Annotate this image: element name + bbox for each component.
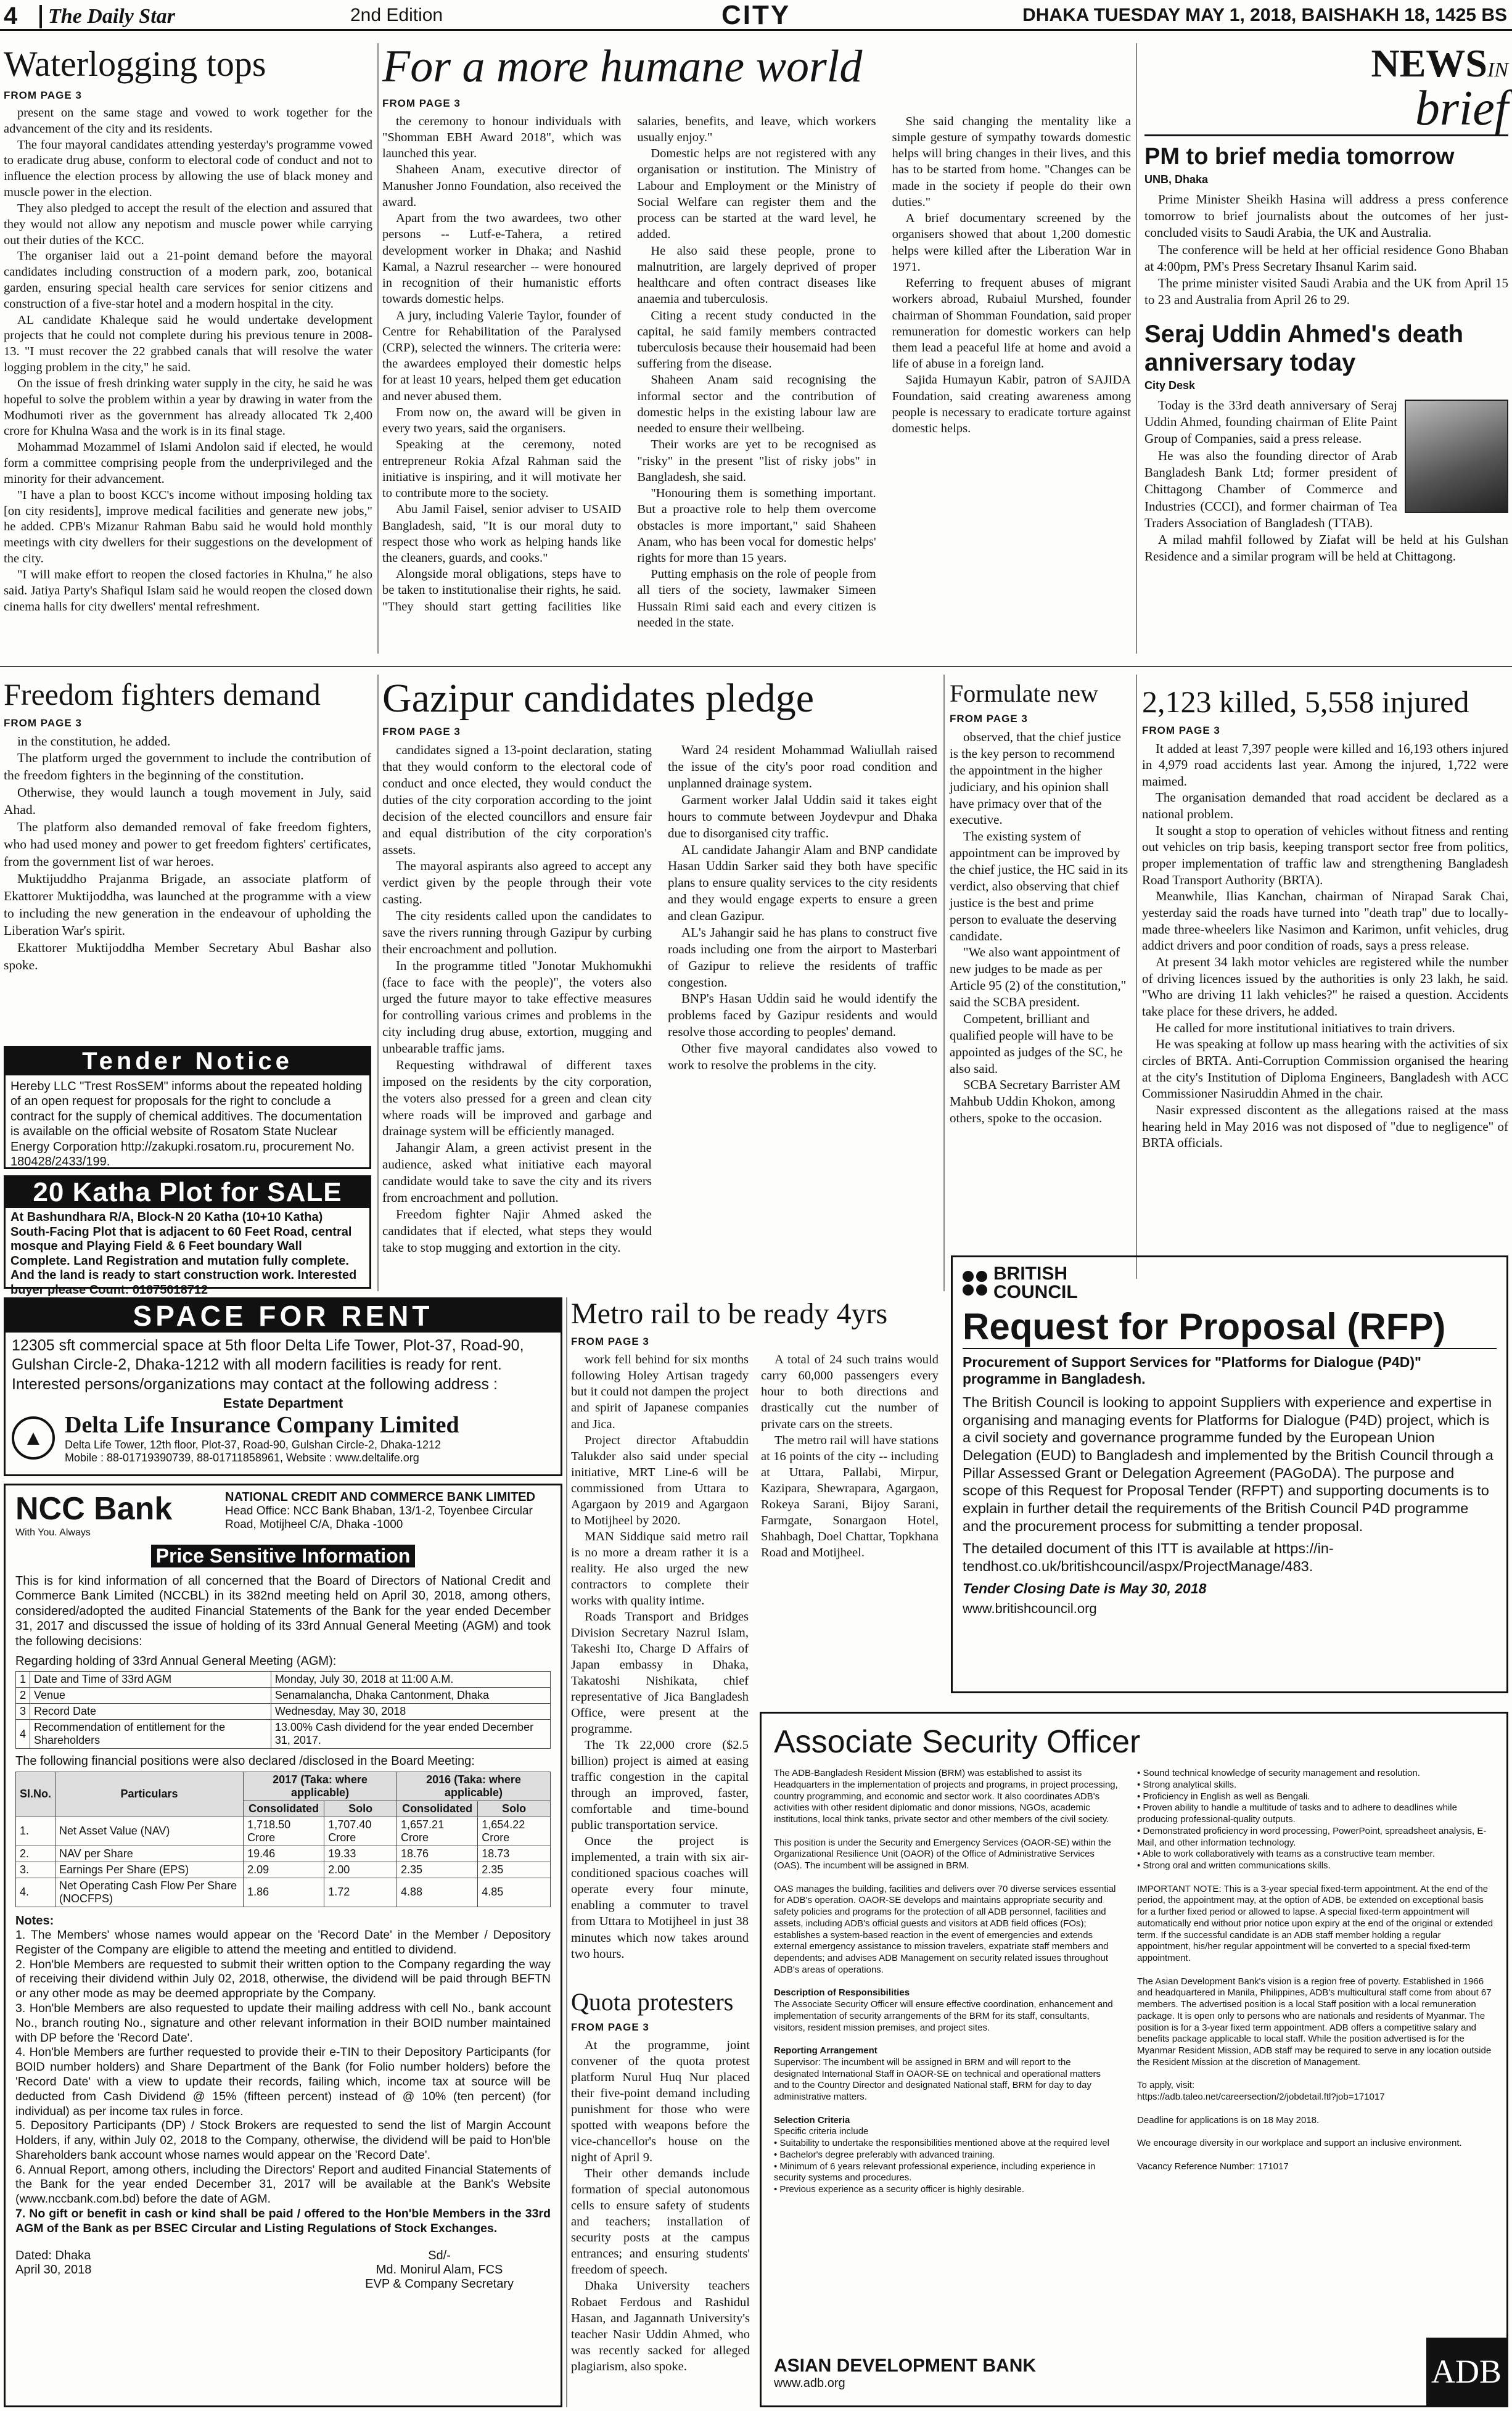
column-rule: [1136, 675, 1137, 1279]
table-header: [16, 1772, 551, 1801]
adb-para: This position is under the Security and Emergency Services (OAOR-SE) within the Organizational Resilience Unit (OAOR) of the Office of Administrative Services (OAS). The incumbent will be assigned in BRM.: [774, 1837, 1111, 1871]
dateline: DHAKA TUESDAY MAY 1, 2018, BAISHAKH 18, 1425 BS: [1022, 5, 1507, 25]
paragraph: On the issue of fresh drinking water supply in the city, he said he was hopeful to solve the problem within a year by drawing in water from the Modhumoti river as the government has already allocated Tk 2,400 crore for Khulna Wasa and the work is in its final stage.: [4, 376, 372, 438]
header-cell: 2016 (Taka: where applicable): [397, 1772, 551, 1801]
paragraph: Nasir expressed discontent as the allegations raised at the mass hearing held in May 2016 was not disposed of "due to negligence" of BRTA officials.: [1142, 1102, 1508, 1151]
paragraph: Their works are yet to be recognised as "risky" in the present "list of risky jobs" in Bangladesh, she said.: [637, 438, 876, 484]
rent-line: Interested persons/organizations may contact at the following address :: [12, 1376, 498, 1393]
adb-para: OAS manages the building, facilities and delivers over 70 diverse services essential for ADB's operation. OAOR-SE develops and maintains appropriate security and safety policies and programs for the protection of all ADB personnel, facilities and assets, including ADB's official guests and visitors at ADB field offices (FOs); establishes a system-based reaction in the event of emergencies and extends external emergency assistance to mission travelers, expatriate staff members and dependents; and advises ADB Management on security related issues throughout ADB's areas of operations.: [774, 1883, 1116, 1975]
paragraph: At the programme, joint convener of the quota protest platform Nurul Huq Nur placed their five-point demand including punishment for those who were spotted with weapons before the vice-chancellor's house on the night of April 9.: [571, 2039, 750, 2165]
note: 1. The Members' whose names would appear on the 'Record Date' in the Member / Depository Register of the Company are eligible to attend the meeting and entitled to dividend.: [15, 1928, 551, 1957]
paragraph: Alongside moral obligations, steps have to be taken to institutionalise their rights, he said. "They should start getting facilities like salaries, benefits, and leave, which workers usually enjoy.": [382, 114, 876, 614]
adb-bullet: • Previous experience as a security officer is highly desirable.: [774, 2184, 1025, 2195]
adb-bullet: • Demonstrated proficiency in word processing, PowerPoint, spreadsheet analysis, E-Mail, and other information technology.: [1137, 1825, 1487, 1848]
ad-text: Hereby LLC "Trest RosSEM" informs about the repeated holding of an open request for proposals for the right to conclude a contract for the supply of chemical additives. The documentation is available on the official website of Rosatom State Nuclear Energy Corporation http://zakupki.rosatom.ru, procurement No. 180428/2433/199.: [10, 1080, 363, 1169]
paragraph: SCBA Secretary Barrister AM Mahbub Uddin Khokon, among others, spoke to the occasion.: [950, 1077, 1120, 1126]
ncc-signature: [15, 2249, 551, 2291]
article-body: [571, 2037, 750, 2375]
byline: FROM PAGE 3: [1142, 724, 1220, 736]
news-in-brief: [1144, 41, 1508, 657]
paragraph: "I will make effort to reopen the closed factories in Khulna," he also said. Jatiya Party's Shafiqul Islam said he would reopen the closed down cinema halls for city dwellers' mental refreshment.: [4, 567, 372, 614]
ncc-bank-name: NATIONAL CREDIT AND COMMERCE BANK LIMITED: [225, 1490, 535, 1504]
paragraph: Domestic helps are not registered with any organisation or institution. The Ministry of Labour and Employment or the Ministry of Social Welfare can register them and the process can be started at the ward level, he added.: [637, 147, 876, 242]
adb-right-column: [1137, 1768, 1494, 2196]
signer-role: EVP & Company Secretary: [365, 2277, 514, 2291]
byline: FROM PAGE 3: [4, 89, 82, 101]
cell: 3: [16, 1704, 30, 1720]
adb-para: IMPORTANT NOTE: This is a 3-year special fixed-term appointment. At the end of the period, the appointment may, at the option of ADB, be extended on exceptional basis for a further fixed period or allowed to lapse. A special fixed-term appointment will automatically end without prior notice upon expiry at the end of the original or extended term. If the successful candidate is an ADB staff member holding a regular appointment, his/her regular appointment will be converted to a special fixed-term appointment.: [1137, 1883, 1494, 1963]
adb-para: The ADB-Bangladesh Resident Mission (BRM) was established to assist its Headquarters in the implementation of projects and programs, in project processing, country programming, and economic and sector work. It also coordinates ADB's activities with other resident diplomatic and donor missions, NGOs, academic institutions, local think tanks, private sector and other members of the civil society.: [774, 1768, 1118, 1825]
column-rule: [943, 675, 945, 1291]
brief-title: Seraj Uddin Ahmed's death anniversary today: [1144, 320, 1464, 376]
paragraph: Requesting withdrawal of different taxes imposed on the residents by the city corporation, the voters also pressed for a green and clean city where roads will be improved and garbage and drainage system will be efficiently managed.: [382, 1057, 652, 1139]
cell: NAV per Share: [55, 1846, 244, 1862]
note: 6. Annual Report, among others, including the Directors' Report and audited Financial Statements of the Bank for the year ended December 31, 2017 will be available at the Bank's Website (www.nccbank.com.bd) before the date of AGM.: [15, 2163, 551, 2206]
paragraph: candidates signed a 13-point declaration, stating that they would conform to the electoral code of conduct and once elected, they would conduct the duties of the city corporation according to the joint decision of the elected councillors and ensure fair and equal distribution of the city corporation's assets.: [382, 742, 652, 857]
paragraph: Dhaka University teachers Robaet Ferdous and Rashidul Hasan, and Jagannath University's teacher Nasir Uddin Ahmed, who was recently sacked for alleged plagiarism, also spoke.: [571, 2279, 750, 2373]
news-in-brief-header: [1144, 41, 1508, 136]
adb-para: Deadline for applications is on 18 May 2018.: [1137, 2114, 1320, 2126]
adb-bullet: • Minimum of 6 years relevant professional experience, including experience in security systems and procedures.: [774, 2161, 1096, 2183]
adb-logo: ADB: [1426, 2338, 1506, 2405]
table-row: [16, 1817, 551, 1846]
headline: Quota protesters: [571, 1988, 734, 2016]
paragraph: Ekattorer Muktijoddha Member Secretary Abul Bashar also spoke.: [4, 940, 371, 972]
agm-table: [15, 1671, 551, 1749]
brief-title: PM to brief media tomorrow: [1144, 144, 1455, 170]
paragraph: Citing a recent study conducted in the capital, he said family members contracted tuberculosis because their housemaid had been suffering from the disease.: [637, 308, 876, 371]
paragraph: He was speaking at follow up mass hearing with the activities of six circles of BRTA. Anti-Corruption Commission organised the hearing at the city's Institution of Diploma Engineers, Bangladesh with ACC Commissioner Nasiruddin Ahmed in the chair.: [1142, 1037, 1508, 1101]
article-body: [382, 113, 1131, 638]
rfp-subtitle: Procurement of Support Services for "Platforms for Dialogue (P4D)" programme in Bangladesh.: [963, 1354, 1421, 1387]
cell: 1.72: [324, 1878, 397, 1907]
article-body: [4, 733, 371, 974]
paragraph: The mayoral aspirants also agreed to accept any verdict given by the people through their vote casting.: [382, 858, 652, 907]
cell: 1,707.40 Crore: [324, 1817, 397, 1846]
cell: 1.86: [244, 1878, 324, 1907]
paragraph: A total of 24 such trains would carry 60,000 passengers every hour to both directions and drastically cut the number of private cars on the streets.: [761, 1353, 939, 1431]
paragraph: Abu Jamil Faisel, senior adviser to USAID Bangladesh, said, "It is our moral duty to respect those who work as helping hands like the cleaners, guards, and cooks.": [382, 503, 622, 565]
rfp-itt: The detailed document of this ITT is available at https://in-tendhost.co.uk/britishcouncil/aspx/ProjectManage/483.: [963, 1540, 1334, 1574]
cell: 18.76: [397, 1846, 478, 1862]
paragraph: The prime minister visited Saudi Arabia and the UK from April 15 to 23 and Australia from April 26 to 29.: [1144, 276, 1508, 308]
cell: 2.: [16, 1846, 55, 1862]
paragraph: At present 34 lakh motor vehicles are registered while the number of driving licences issued by the authorities is only 23 lakh, he said. "Who are driving 11 lakh vehicles?" he raised a question. Accidents take place for these drivers, he added.: [1142, 955, 1508, 1019]
table-row: [16, 1672, 551, 1688]
article-waterlogging: [4, 46, 372, 650]
paragraph: AL candidate Khaleque said he would undertake development projects that he could not complete during his previous tenure in 2008-13. "I must recover the 22 grabbed canals that will resolve the water logging problem in the city," he said.: [4, 313, 372, 375]
paragraph: In the programme titled "Jonotar Mukhomukhi (face to face with the people)", the voters also urged the future mayor to take effective measures for controlling various crimes and problems in the city including drug abuse, extortion, mugging and unbearable traffic jams.: [382, 958, 652, 1056]
rfp-title: Request for Proposal (RFP): [963, 1305, 1497, 1349]
bc-logo-text: BRITISH COUNCIL: [993, 1263, 1078, 1302]
rfp-body: The British Council is looking to appoint Suppliers with experience and expertise in organising and managing events for Platforms for Dialogue (P4D) project, which is a civil society and governance programme funded by the European Union Delegation (EUD) to Bangladesh and implemented by the British Council through a Pillar Assessed Grant or Delegation Agreement (PAGoDA). The purpose and scope of this Request for Proposal Tender (RFPT) and supporting documents is to explain in further detail the requirements of the British Council P4D programme and the procurement process for submitting a tender proposal.: [963, 1394, 1494, 1534]
article-body: [950, 729, 1130, 1127]
edition: 2nd Edition: [350, 5, 443, 25]
paragraph: Roads Transport and Bridges Division Secretary Nazrul Islam, Takeshi Ito, Charge D Affairs of Japan embassy in Dhaka, Takatoshi Nishikata, chief representative of Jica Bangladesh Office, were present at the programme.: [571, 1609, 749, 1736]
cell: 1,718.50 Crore: [244, 1817, 324, 1846]
paragraph: Sajida Humayun Kabir, patron of SAJIDA Foundation, said creating awareness among people is necessary to eradicate torture against domestic helps.: [892, 373, 1131, 436]
note: 5. Depository Participants (DP) / Stock Brokers are requested to send the list of Margin Account Holders, if any, within July 02, 2018 to the Company, otherwise, the dividend will be paid to Hon'ble Shareholders bank account whose names would appear on the 'Record Date'.: [15, 2119, 551, 2162]
paragraph: Apart from the two awardees, two other persons -- Lutf-e-Tahera, a retired development worker in Dhaka; and Nashid Kamal, a Nazrul researcher -- were honoured in recognition of their humanistic efforts towards domestic helps.: [382, 212, 622, 306]
plot-sale-ad: [4, 1175, 371, 1297]
cell: Senamalancha, Dhaka Cantonment, Dhaka: [271, 1688, 550, 1704]
paragraph: Project director Aftabuddin Talukder also said under special initiative, MRT Line-6 will be commissioned from Uttara to Agargaon by 2019 and Agargaon to Motijheel by 2020.: [571, 1433, 749, 1527]
table-row: [16, 1688, 551, 1704]
article-quota-protesters: [571, 1989, 750, 2407]
adb-footer-name: ASIAN DEVELOPMENT BANK: [774, 2356, 1037, 2376]
cell: Recommendation of entitlement for the Shareholders: [30, 1720, 271, 1749]
rfp-closing: Tender Closing Date is May 30, 2018: [963, 1580, 1207, 1596]
cell: 18.73: [478, 1846, 551, 1862]
cell: 2.09: [244, 1862, 324, 1878]
header-cell: Sl.No.: [16, 1772, 55, 1817]
byline: FROM PAGE 3: [382, 726, 461, 738]
headline: Metro rail to be ready 4yrs: [571, 1297, 888, 1330]
brief-desk: UNB, Dhaka: [1144, 173, 1209, 186]
cell: Wednesday, May 30, 2018: [271, 1704, 550, 1720]
header-cell: Consolidated: [397, 1801, 478, 1817]
cell: 1: [16, 1672, 30, 1688]
column-rule: [566, 1297, 567, 2407]
ncc-office: Head Office: NCC Bank Bhaban, 13/1-2, Toyenbee Circular Road, Motijheel C/A, Dhaka -1000: [225, 1505, 533, 1531]
british-council-rfp-ad: [951, 1255, 1508, 1693]
news-word: NEWS: [1371, 41, 1487, 85]
adb-para: The Asian Development Bank's vision is a region free of poverty. Established in 1966 and headquartered in Manila, Philippines, ADB's multicultural staff come from about 67 members. The advertised position is a local Staff position with a local remuneration package. It is open only to persons who are nationals and residents of Myanmar. The position is for a 3-year fixed term appointment. ADB offers a competitive salary and benefits package applicable to local staff. While the position advertised is for the Myanmar Resident Mission, ADB staff may be required to serve in any location outside the Resident Mission at the discretion of Management.: [1137, 1976, 1492, 2068]
paragraph: Competent, brilliant and qualified people will have to be appointed as judges of the SC, he also said.: [950, 1011, 1123, 1076]
header-cell: Solo: [478, 1801, 551, 1817]
cell: 3.: [16, 1862, 55, 1878]
signer: Md. Monirul Alam, FCS: [376, 2262, 503, 2277]
paragraph: present on the same stage and vowed to work together for the advancement of the city and its residents.: [4, 105, 372, 136]
cell: 4.85: [478, 1878, 551, 1907]
ncc-intro: This is for kind information of all concerned that the Board of Directors of National Credit and Commerce Bank Limited (NCCBL) in its 382nd meeting held on April 30, 2018, among others, considered/adopted the audited Financial Statements of the Bank for the year ended December 31, 2017 and discussed the issue of holding of its 33rd Annual General Meeting (AGM) and took the following decisions:: [15, 1574, 551, 1648]
table-row: [16, 1846, 551, 1862]
adb-title: Associate Security Officer: [774, 1724, 1141, 1760]
paragraph: the ceremony to honour individuals with "Shomman EBH Award 2018", which was launched this year.: [382, 114, 622, 161]
article-humane-world: [382, 43, 1131, 654]
note: 7. No gift or benefit in cash or kind shall be paid / offered to the Hon'ble Members in the 33rd AGM of the Bank as per BSEC Circular and Listing Regulations of Stock Exchanges.: [15, 2206, 551, 2235]
header-cell: Consolidated: [244, 1801, 324, 1817]
ad-title: 20 Katha Plot for SALE: [6, 1177, 369, 1208]
adb-left-column: [774, 1768, 1119, 2196]
cell: Record Date: [30, 1704, 271, 1720]
headline: Formulate new: [950, 680, 1099, 707]
table-row: [16, 1704, 551, 1720]
paragraph: Their other demands include formation of special autonomous cells to ensure safety of students and teachers; installation of security posts at the campus entrances; and ensuring students' freedom of speech.: [571, 2167, 750, 2277]
table-row: [16, 1720, 551, 1749]
paragraph: Putting emphasis on the role of people from all tiers of the society, lawmaker Simeen Hussain Rimi said each and every citizen is needed in the state.: [637, 567, 876, 630]
headline: For a more humane world: [382, 41, 863, 92]
delta-life-logo-icon: ▲: [12, 1416, 55, 1460]
article-gazipur: [382, 677, 937, 1294]
paragraph: Other five mayoral candidates also vowed to work to resolve the problems in the city.: [668, 1041, 937, 1072]
cell: 1.: [16, 1817, 55, 1846]
article-body: [382, 742, 937, 1284]
column-rule: [377, 675, 379, 1291]
paragraph: Meanwhile, Ilias Kanchan, chairman of Nirapad Sarak Chai, yesterday said the roads have turned into "death trap" due to locally-made three-wheelers like Nasimon and Karimon, unfit vehicles, drug addict drivers and poor condition of roads, says a press release.: [1142, 889, 1508, 953]
adb-footer: [774, 2356, 1036, 2391]
paragraph: Otherwise, they would launch a tough movement in July, said Ahad.: [4, 785, 371, 818]
cell: 13.00% Cash dividend for the year ended December 31, 2017.: [271, 1720, 550, 1749]
paragraph: The existing system of appointment can be improved by the chief justice, the HC said in its verdict, also observing that chief justice is the best and prime person to evaluate the deserving candidate.: [950, 829, 1128, 943]
paragraph: The metro rail will have stations at 16 points of the city -- including at Uttara, Pallabi, Mirpur, Kazipara, Shewrapara, Agargaon, Rokeya Sarani, Bijoy Sarani, Farmgate, Sonargaon Hotel, Shahbagh, Doel Chattar, Topkhana Road and Motijheel.: [761, 1433, 939, 1559]
note: 2. Hon'ble Members are requested to submit their written option to the Company regarding the way of receiving their dividend within July 02, 2018, otherwise, the dividend will be paid through BEFTN or any other mode as may be deemed appropriate by the Company.: [15, 1957, 551, 2001]
paragraph: The organisation demanded that road accident be declared as a national problem.: [1142, 790, 1508, 822]
header-cell: 2017 (Taka: where applicable): [244, 1772, 397, 1801]
cell: Earnings Per Share (EPS): [55, 1862, 244, 1878]
paragraph: Mohammad Mozammel of Islami Andolon said if elected, he would form a committee comprising people from the underprivileged and the minority for their advancement.: [4, 440, 372, 486]
paragraph: The platform urged the government to include the contribution of the freedom fighters in the beginning of the constitution.: [4, 750, 371, 783]
headline: 2,123 killed, 5,558 injured: [1142, 684, 1469, 719]
paragraph: A jury, including Valerie Taylor, founder of Centre for Rehabilitation of the Paralysed (CRP), selected the winners. The criteria were: the awardees employed their domestic helps for at least 10 years, helped them get education and never abused them.: [382, 308, 622, 403]
paragraph: Shaheen Anam said recognising the informal sector and the contribution of domestic helps in the existing labour law are needed to ensure their wellbeing.: [637, 373, 876, 436]
rent-company: Delta Life Insurance Company Limited: [65, 1411, 459, 1438]
fin-caption: The following financial positions were also declared /disclosed in the Board Meeting:: [15, 1754, 475, 1768]
paragraph: They also pledged to accept the result of the election and assured that they would not allow any nepotism and muscle power while carrying out their duties of the KCC.: [4, 201, 372, 247]
ncc-title: Price Sensitive Information: [151, 1545, 415, 1567]
space-for-rent-ad: [4, 1297, 562, 1476]
adb-bullet: • Sound technical knowledge of security management and resolution.: [1137, 1768, 1420, 1778]
brief-word: brief: [1415, 81, 1508, 136]
paragraph: Today is the 33rd death anniversary of Seraj Uddin Ahmed, founding chairman of Elite Paint Group of Companies, said a press release.: [1144, 397, 1397, 446]
ad-text: At Bashundhara R/A, Block-N 20 Katha (10+10 Katha) South-Facing Plot that is adjacent to 60 Feet Road, central mosque and Playing Field & 6 Feet boundary Wall Complete. Land Registration and mutation fully complete. And the land is ready to start construction work. Interested buyer please Count: 01675018712: [10, 1210, 357, 1297]
brief-item: [1144, 134, 1508, 309]
table-row: [16, 1878, 551, 1907]
adb-bullet: • Strong oral and written communications skills.: [1137, 1860, 1331, 1871]
paragraph: "Honouring them is something important. But a proactive role to help them overcome obstacles is more important," said Shaheen Anam, who has been vocal for domestic helps' rights for more than 15 years.: [637, 487, 876, 565]
paragraph: observed, that the chief justice is the key person to recommend the appointment in the higher judiciary, and his opinion shall have primacy over that of the executive.: [950, 729, 1121, 828]
cell: 4.88: [397, 1878, 478, 1907]
paragraph: From now on, the award will be given in every two years, said the organisers.: [382, 405, 622, 436]
dated: Dated: Dhaka: [15, 2248, 91, 2262]
byline: FROM PAGE 3: [950, 713, 1028, 725]
section-title: CITY: [721, 0, 791, 30]
byline: FROM PAGE 3: [571, 2021, 649, 2033]
paragraph: It added at least 7,397 people were killed and 16,193 others injured in 4,979 road accidents last year. Among the injured, 1,722 were maimed.: [1142, 741, 1508, 789]
date: April 30, 2018: [15, 2262, 92, 2277]
british-council-dots-icon: [963, 1271, 987, 1296]
paragraph: It sought a stop to operation of vehicles without fitness and renting out vehicles on trip basis, keeping transport sector free from politics, proper implementation of traffic law and strengthening Bangladesh Road Transport Authority (BRTA).: [1142, 823, 1508, 887]
sd: Sd/-: [428, 2248, 451, 2262]
adb-vacancy-ad: [760, 1712, 1508, 2407]
notes: [15, 1928, 551, 2236]
paragraph: Ward 24 resident Mohammad Waliullah raised the issue of the city's poor road condition and unplanned drainage system.: [668, 742, 937, 791]
cell: 2.35: [478, 1862, 551, 1878]
rent-line: 12305 sft commercial space at 5th floor Delta Life Tower, Plot-37, Road-90, Gulshan Circle-2, Dhaka-1212 with all modern facilities is ready for rent.: [12, 1337, 524, 1373]
paragraph: AL candidate Jahangir Alam and BNP candidate Hasan Uddin Sarker said they both have specific plans to ensure quality services to the city residents and they would engage experts to ensure a green and clean Gazipur.: [668, 842, 937, 924]
adb-heading: Selection Criteria: [774, 2114, 850, 2126]
brief-desk: City Desk: [1144, 379, 1196, 392]
paragraph: He also said these people, prone to malnutrition, are largely deprived of proper healthcare and often contract diseases like anaemia and tuberculosis.: [637, 244, 876, 306]
cell: 1,654.22 Crore: [478, 1817, 551, 1846]
agm-caption: Regarding holding of 33rd Annual General Meeting (AGM):: [15, 1654, 337, 1668]
portrait-photo: [1405, 400, 1508, 513]
adb-bullet: • Bachelor's degree preferably with advanced training.: [774, 2149, 995, 2160]
paragraph: Referring to frequent abuses of migrant workers abroad, Rubaiul Murshed, founder chairman of Shomman Foundation, said proper remuneration for domestic workers can help them lead a peaceful life at home and avoid a life of abuse in a foreign land.: [892, 276, 1131, 371]
cell: 4.: [16, 1878, 55, 1907]
brief-item: [1144, 320, 1508, 565]
note: 3. Hon'ble Members are also requested to update their mailing address with cell No., bank account No., branch routing No., signature and other relevant information in their BOID number maintained with DP before the 'Record Date'.: [15, 2002, 551, 2045]
cell: Net Operating Cash Flow Per Share (NOCFPS): [55, 1878, 244, 1907]
ncc-tagline: With You. Always: [15, 1527, 91, 1538]
paragraph: The conference will be held at her official residence Gono Bhaban at 4:00pm, PM's Press Secretary Ihsanul Karim said.: [1144, 242, 1508, 274]
adb-bullet: • Proven ability to handle a multitude of tasks and to adhere to deadlines while producing professional-quality outputs.: [1137, 1802, 1457, 1825]
adb-heading: Reporting Arrangement: [774, 2045, 877, 2056]
byline: FROM PAGE 3: [4, 717, 82, 729]
byline: FROM PAGE 3: [382, 97, 461, 109]
paragraph: BNP's Hasan Uddin said he would identify the problems faced by Gazipur residents and would resolve those according to peoples' demand.: [668, 991, 937, 1040]
header-cell: Particulars: [55, 1772, 244, 1817]
paragraph: She said changing the mentality like a simple gesture of sympathy towards domestic helps will bring changes in their lives, and this has to be started from home. "Changes can be made in the society if people do their own duties.": [892, 114, 1131, 209]
headline: Waterlogging tops: [4, 44, 266, 84]
tender-notice-ad: [4, 1046, 371, 1169]
headline: Gazipur candidates pledge: [382, 676, 815, 721]
paragraph: Once the project is implemented, a train with six air-conditioned spacious coaches will operate every four minute, enabling a commuter to travel from Uttara to Motijheel in just 38 minutes which now takes around two hours.: [571, 1834, 749, 1961]
ad-title: SPACE FOR RENT: [6, 1299, 561, 1333]
cell: Monday, July 30, 2018 at 11:00 A.M.: [271, 1672, 550, 1688]
adb-heading: Description of Responsibilities: [774, 1987, 910, 1998]
cell: 4: [16, 1720, 30, 1749]
paragraph: The Tk 22,000 crore ($2.5 billion) project is aimed at easing traffic congestion in the capital through an improved, faster, comfortable and time-bound public transportation service.: [571, 1738, 749, 1833]
adb-para: Supervisor: The incumbent will be assigned in BRM and will report to the designated International Staff in OAOR-SE on technical and operational matters and to the Country Director and designated National staff, BRM for day to day administrative matters.: [774, 2056, 1101, 2102]
paragraph: Jahangir Alam, a green activist present in the audience, asked what initiative each mayoral candidate would take to save the city and its rivers from encroachment and pollution.: [382, 1140, 652, 1205]
cell: 19.33: [324, 1846, 397, 1862]
headline: Freedom fighters demand: [4, 677, 321, 712]
adb-bullet: • Suitability to undertake the responsibilities mentioned above at the required level: [774, 2138, 1109, 2148]
adb-bullet: • Able to work collaboratively with teams as a constructive team member.: [1137, 1849, 1435, 1860]
paragraph: A milad mahfil followed by Ziafat will be held at his Gulshan Residence and a similar program will be held at Chittagong.: [1144, 532, 1508, 564]
table-row: [16, 1862, 551, 1878]
paragraph: He was also the founding director of Arab Bangladesh Bank Ltd; former president of Chittagong Chamber of Commerce and Industries (CCCI), and former chairman of Tea Traders Association of Bangladesh (TTAB).: [1144, 448, 1397, 530]
adb-link[interactable]: https://adb.taleo.net/careersection/2/jobdetail.ftl?job=171017: [1137, 2092, 1385, 2102]
paragraph: AL's Jahangir said he has plans to construct five roads including one from the airport to Masterbari of Gazipur to relieve the residents of traffic congestion.: [668, 924, 937, 990]
paragraph: The organiser laid out a 21-point demand before the mayoral candidates including construction of a modern park, zoo, botanical garden, ensuring special health care services for senior citizens and construction of a five-star hotel and a modern hospital in the city.: [4, 249, 372, 311]
adb-footer-web: www.adb.org: [774, 2376, 845, 2390]
adb-para: We encourage diversity in our workplace and support an inclusive environment.: [1137, 2138, 1462, 2148]
section-rule: [0, 666, 1512, 667]
column-rule: [1136, 43, 1137, 654]
rent-contact: Mobile : 88-01719390739, 88-01711858961, Website : www.deltalife.org: [65, 1451, 419, 1464]
paragraph: Shaheen Anam, executive director of Manusher Jonno Foundation, also received the award.: [382, 163, 622, 209]
paragraph: Garment worker Jalal Uddin said it takes eight hours to commute between Joydevpur and Dhaka due to disorganised city traffic.: [668, 792, 937, 840]
cell: Venue: [30, 1688, 271, 1704]
article-road-accidents: [1142, 686, 1508, 1271]
rent-address: Delta Life Tower, 12th floor, Plot-37, Road-90, Gulshan Circle-2, Dhaka-1212: [65, 1438, 442, 1451]
paragraph: MAN Siddique said metro rail is no more a dream rather it is a reality. He also urged the new contractors to complete their works with quality intime.: [571, 1529, 749, 1608]
cell: Net Asset Value (NAV): [55, 1817, 244, 1846]
ncc-logo-text: NCC Bank: [15, 1491, 173, 1527]
paragraph: work fell behind for six months following Holey Artisan tragedy but it could not dampen the project and spirit of Japanese companies and Jica.: [571, 1353, 749, 1431]
adb-para: To apply, visit:: [1137, 2080, 1195, 2091]
cell: Date and Time of 33rd AGM: [30, 1672, 271, 1688]
ncc-logo: [15, 1490, 225, 1538]
article-body: [4, 105, 372, 615]
paragraph: Prime Minister Sheikh Hasina will address a press conference tomorrow to brief journalists about the outcomes of her just-concluded visits to Saudi Arabia, the UK and Australia.: [1144, 191, 1508, 240]
paragraph: A brief documentary screened by the organisers showed that about 1,200 domestic helps were killed after the Liberation War in 1971.: [892, 212, 1131, 274]
note: 4. Hon'ble Members are further requested to provide their e-TIN to their Depository Participants (for BOID number holders) and Share Department of the Bank (for Folio number holders) before the 'Record Date' with a view to update their records, failing which, income tax at source will be deducted from Cash Dividend @ 15% (fifteen percent) instead of @ 10% (ten percent) (for individual) as per income tax rules in force.: [15, 2045, 551, 2118]
article-freedom-fighters: [4, 678, 371, 1048]
byline: FROM PAGE 3: [571, 1336, 649, 1348]
rfp-web: www.britishcouncil.org: [963, 1600, 1097, 1616]
financial-table: [15, 1772, 551, 1907]
cell: 2.00: [324, 1862, 397, 1878]
paragraph: The four mayoral candidates attending yesterday's programme vowed to eradicate drug abuse, conform to electoral code of conduct and not to influence the election process by allowing the use of black money and muscle power in the election.: [4, 138, 372, 200]
column-rule: [377, 43, 379, 654]
ad-title: Tender Notice: [6, 1048, 369, 1075]
cell: 19.46: [244, 1846, 324, 1862]
article-body: [1142, 741, 1508, 1151]
adb-para: Vacancy Reference Number: 171017: [1137, 2161, 1289, 2172]
rent-dept: Estate Department: [223, 1395, 343, 1411]
paragraph: Muktijuddho Prajanma Brigade, an associate platform of Ekattorer Muktijoddha, was launched at the programme with a view to including the new generation in the endeavour of upholding the Liberation War's spirit.: [4, 871, 371, 938]
page-number: 4: [4, 2, 18, 30]
paragraph: Freedom fighter Najir Ahmed asked the candidates that if elected, what steps they would take to stop mugging and extortion in the city.: [382, 1206, 652, 1255]
notes-title: Notes:: [15, 1913, 54, 1928]
paragraph: The city residents called upon the candidates to save the rivers running through Gazipur by curbing their encroachment and pollution.: [382, 908, 652, 956]
brief-body: [1144, 191, 1508, 309]
ncc-bank-ad: [4, 1484, 562, 2407]
article-formulate-new: [950, 681, 1130, 1291]
adb-bullet: • Strong analytical skills.: [1137, 1779, 1237, 1790]
paragraph: Speaking at the ceremony, noted entrepreneur Rokia Afzal Rahman said the initiative is inspiring, and it will motivate her to contribute more to the society.: [382, 438, 622, 501]
paragraph: in the constitution, he added.: [17, 733, 171, 749]
adb-para: Specific criteria include: [774, 2126, 869, 2137]
paragraph: He called for more institutional initiatives to train drivers.: [1156, 1020, 1455, 1035]
paper-logo: The Daily Star: [39, 5, 175, 28]
adb-para: The Associate Security Officer will ensure effective coordination, enhancement and implementation of security arrangements of the BRM for its staff, consultants, visitors, resident mission premises, and project sites.: [774, 1999, 1113, 2033]
paragraph: "I have a plan to boost KCC's income without imposing holding tax [on city residents], improve medical facilities and generate new jobs," he added. CPB's Mizanur Rahman Babu said he would hold monthly meetings with city dwellers for their suggestions on the development of the city.: [4, 488, 372, 566]
in-word: IN: [1487, 59, 1508, 81]
cell: 2.35: [397, 1862, 478, 1878]
cell: 1,657.21 Crore: [397, 1817, 478, 1846]
header-cell: Solo: [324, 1801, 397, 1817]
british-council-logo: [963, 1265, 1497, 1302]
paragraph: The platform also demanded removal of fake freedom fighters, who had used money and power to get freedom fighters' certificates, from the government list of war heroes.: [4, 819, 371, 869]
cell: 2: [16, 1688, 30, 1704]
paragraph: "We also want appointment of new judges to be made as per Article 95 (2) of the constitution," said the SCBA president.: [950, 945, 1127, 1009]
adb-bullet: • Proficiency in English as well as Bengali.: [1137, 1791, 1310, 1802]
